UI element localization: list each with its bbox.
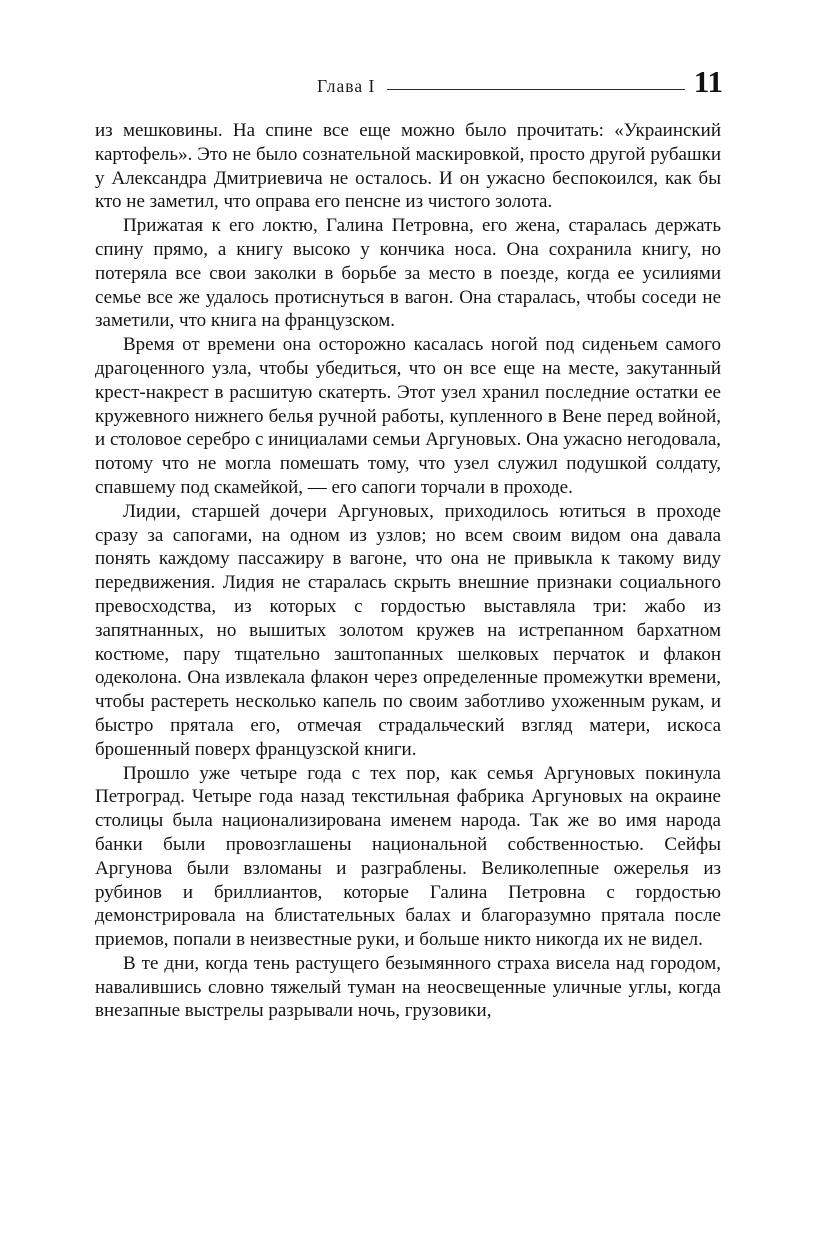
- paragraph: В те дни, когда тень растущего безымянного страха висела над городом, навалившись словно тяжелый туман на неосвещенные уличные углы, когда внезапные выстрелы разрывали ночь, грузовики,: [95, 952, 721, 1022]
- paragraph: Лидии, старшей дочери Аргуновых, приходилось ютиться в проходе сразу за сапогами, на одном из узлов; но всем своим видом она давала понять каждому пассажиру в вагоне, что она не привыкла к такому виду передвижения. Лидия не старалась скрыть внешние признаки социального превосходства, из которых с гордостью выставляла три: жабо из запятнанных, но вышитых золотом кружев на истрепанном бархатном костюме, пару тщательно заштопанных шелковых перчаток и флакон одеколона. Она извлекала флакон через определенные промежутки времени, чтобы растереть несколько капель по своим заботливо ухоженным рукам, и быстро прятала его, отмечая страдальческий взгляд матери, искоса брошенный поверх французской книги.: [95, 500, 721, 760]
- paragraph: Время от времени она осторожно касалась ногой под сиденьем самого драгоценного узла, чтобы убедиться, что он все еще на месте, закутанный крест-накрест в расшитую скатерть. Этот узел хранил последние остатки ее кружевного нижнего белья ручной работы, купленного в Вене перед войной, и столовое серебро с инициалами семьи Аргуновых. Она ужасно негодовала, потому что не могла помешать тому, что узел служил подушкой солдату, спавшему под скамейкой, — его сапоги торчали в проходе.: [95, 334, 721, 498]
- header-rule: [387, 89, 684, 91]
- chapter-heading: Глава I: [317, 76, 376, 96]
- paragraph: Прижатая к его локтю, Галина Петровна, его жена, старалась держать спину прямо, а книгу высоко у кончика носа. Она сохранила книгу, но потеряла все свои заколки в борьбе за место в поезде, когда ее усилиями семье все же удалось протиснуться в вагон. Она старалась, чтобы соседи не заметили, что книга на французском.: [95, 215, 721, 332]
- page-number: 11: [693, 64, 723, 99]
- paragraph: Прошло уже четыре года с тех пор, как семья Аргуновых покинула Петроград. Четыре года назад текстильная фабрика Аргуновых на окраине столицы была национализирована именем народа. Так же во имя народа банки были провозглашены национальной собственностью. Сейфы Аргунова были взломаны и разграблены. Великолепные ожерелья из рубинов и бриллиантов, которые Галина Петровна с гордостью демонстрировала на блистательных балах и благоразумно прятала после приемов, попали в неизвестные руки, и больше никто никогда их не видел.: [95, 762, 721, 951]
- paragraph: из мешковины. На спине все еще можно было прочитать: «Украинский картофель». Это не было сознательной маскировкой, просто другой рубашки у Александра Дмитриевича не осталось. И он ужасно беспокоился, как бы кто не заметил, что оправа его пенсне из чистого золота.: [95, 120, 721, 213]
- page-body: [95, 119, 721, 1023]
- running-header: [95, 66, 723, 97]
